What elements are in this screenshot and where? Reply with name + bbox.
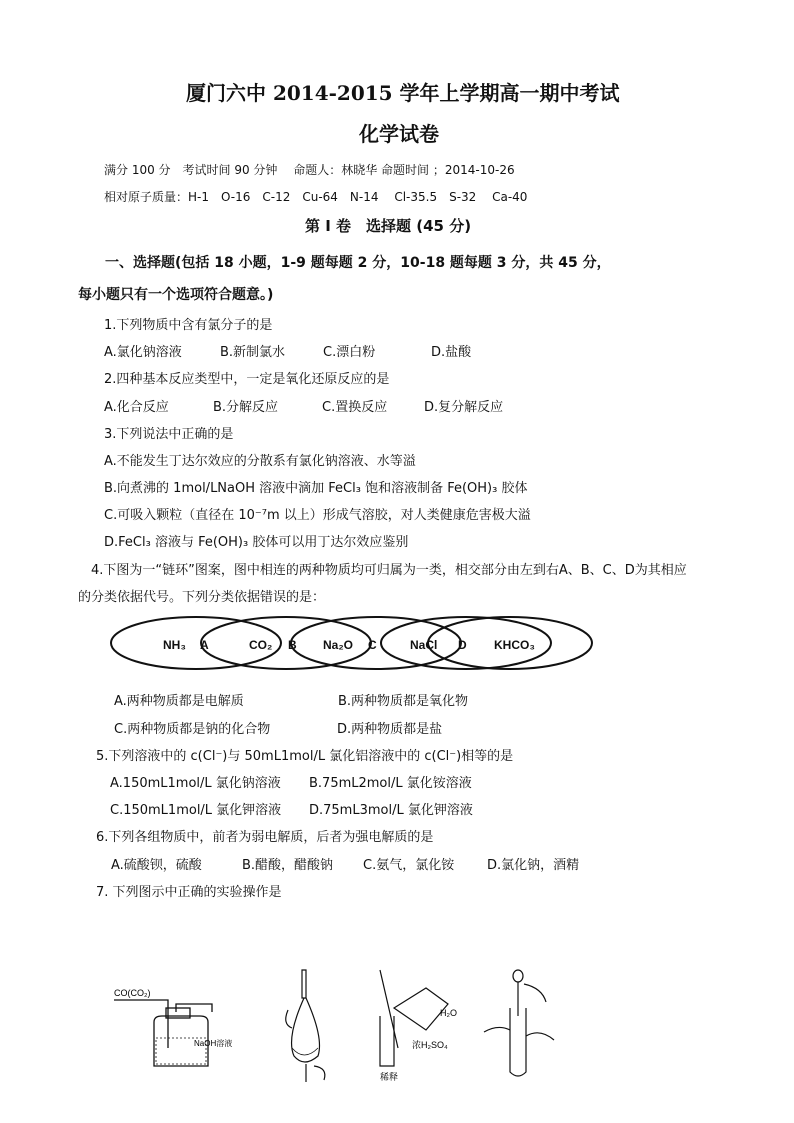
q4-option-b: B.两种物质都是氧化物 xyxy=(338,694,469,709)
q2-option-c: C.置换反应 xyxy=(322,400,388,415)
q2-option-b: B.分解反应 xyxy=(213,400,279,415)
q6-option-c: C.氨气，氯化铵 xyxy=(363,858,455,873)
figure-dropper-test-tube xyxy=(480,968,558,1080)
q1-option-c: C.漂白粉 xyxy=(323,345,376,360)
q2-stem: 2.四种基本反应类型中，一定是氧化还原反应的是 xyxy=(104,372,390,387)
q5-option-d: D.75mL3mol/L 氯化钾溶液 xyxy=(309,803,473,818)
chain-item-nacl: NaCl xyxy=(410,638,438,652)
dilution-water-label: H₂O xyxy=(440,1008,457,1018)
q6-stem: 6.下列各组物质中，前者为弱电解质，后者为强电解质的是 xyxy=(96,830,434,845)
gas-washing-gas-label: CO(CO₂) xyxy=(114,988,151,998)
q4-stem-line-1: 4.下图为一“链环”图案，图中相连的两种物质均可归属为一类，相交部分由左到右A、B、C、D为其相应 xyxy=(91,563,687,578)
chain-letter-d: D xyxy=(458,638,467,652)
q1-option-b: B.新制氯水 xyxy=(220,345,286,360)
chain-item-na2o: Na₂O xyxy=(323,638,354,652)
chain-item-co2: CO₂ xyxy=(249,638,273,652)
chain-letter-c: C xyxy=(368,638,377,652)
chain-letter-a: A xyxy=(200,638,209,652)
section-instruction-2: 每小题只有一个选项符合题意。) xyxy=(78,287,274,303)
section-title: 第 I 卷 选择题 (45 分) xyxy=(305,217,472,235)
q3-option-d: D.FeCl₃ 溶液与 Fe(OH)₃ 胶体可以用丁达尔效应鉴别 xyxy=(104,535,409,550)
gas-washing-liquid-label: NaOH溶液 xyxy=(194,1039,233,1048)
q1-stem: 1.下列物质中含有氯分子的是 xyxy=(104,318,273,333)
dilution-acid-label: 浓H₂SO₄ xyxy=(412,1040,448,1050)
q4-option-a: A.两种物质都是电解质 xyxy=(114,694,244,709)
exam-subtitle: 化学试卷 xyxy=(359,122,439,146)
q5-option-a: A.150mL1mol/L 氯化钠溶液 xyxy=(110,776,281,791)
exam-title: 厦门六中 2014-2015 学年上学期高一期中考试 xyxy=(186,81,620,105)
figure-gas-washing-bottle xyxy=(112,982,247,1070)
q2-option-d: D.复分解反应 xyxy=(424,400,504,415)
q5-option-b: B.75mL2mol/L 氯化铵溶液 xyxy=(309,776,472,791)
chain-item-nh3: NH₃ xyxy=(163,638,186,652)
q6-option-a: A.硫酸钡，硫酸 xyxy=(111,858,202,873)
q5-stem: 5.下列溶液中的 c(Cl⁻)与 50mL1mol/L 氯化铝溶液中的 c(Cl⁻)相等的是 xyxy=(96,749,514,764)
q4-option-c: C.两种物质都是钠的化合物 xyxy=(114,722,271,737)
q3-option-a: A.不能发生丁达尔效应的分散系有氯化钠溶液、水等溢 xyxy=(104,454,416,469)
q2-option-a: A.化合反应 xyxy=(104,400,169,415)
figure-dilution xyxy=(372,968,482,1086)
chain-letter-b: B xyxy=(288,638,297,652)
chain-ring-diagram xyxy=(108,612,598,672)
q4-stem-line-2: 的分类依据代号。下列分类依据错误的是： xyxy=(78,590,326,605)
q3-option-c: C.可吸入颗粒（直径在 10⁻⁷m 以上）形成气溶胶，对人类健康危害极大溢 xyxy=(104,508,531,523)
exam-info-line: 满分 100 分 考试时间 90 分钟 命题人：林晓华 命题时间 ；2014-10-26 xyxy=(104,163,515,177)
q3-stem: 3.下列说法中正确的是 xyxy=(104,427,234,442)
q1-option-d: D.盐酸 xyxy=(431,345,472,360)
q7-stem: 7. 下列图示中正确的实验操作是 xyxy=(96,885,282,900)
q4-option-d: D.两种物质都是盐 xyxy=(337,722,443,737)
q6-option-d: D.氯化钠，酒精 xyxy=(487,858,580,873)
q3-option-b: B.向煮沸的 1mol/LNaOH 溶液中滴加 FeCl₃ 饱和溶液制备 Fe(OH)₃ 胶体 xyxy=(104,481,528,496)
chain-item-khco3: KHCO₃ xyxy=(494,638,535,652)
q6-option-b: B.醋酸，醋酸钠 xyxy=(242,858,334,873)
q5-option-c: C.150mL1mol/L 氯化钾溶液 xyxy=(110,803,282,818)
dilution-caption: 稀释 xyxy=(380,1072,399,1082)
section-instruction-1: 一、选择题(包括 18 小题，1-9 题每题 2 分，10-18 题每题 3 分，共 45 分， xyxy=(105,255,611,271)
figure-separatory-funnel xyxy=(280,968,340,1086)
q1-option-a: A.氯化钠溶液 xyxy=(104,345,182,360)
atomic-mass-line: 相对原子质量：H-1 O-16 C-12 Cu-64 N-14 Cl-35.5 S-32 Ca-40 xyxy=(104,190,528,204)
